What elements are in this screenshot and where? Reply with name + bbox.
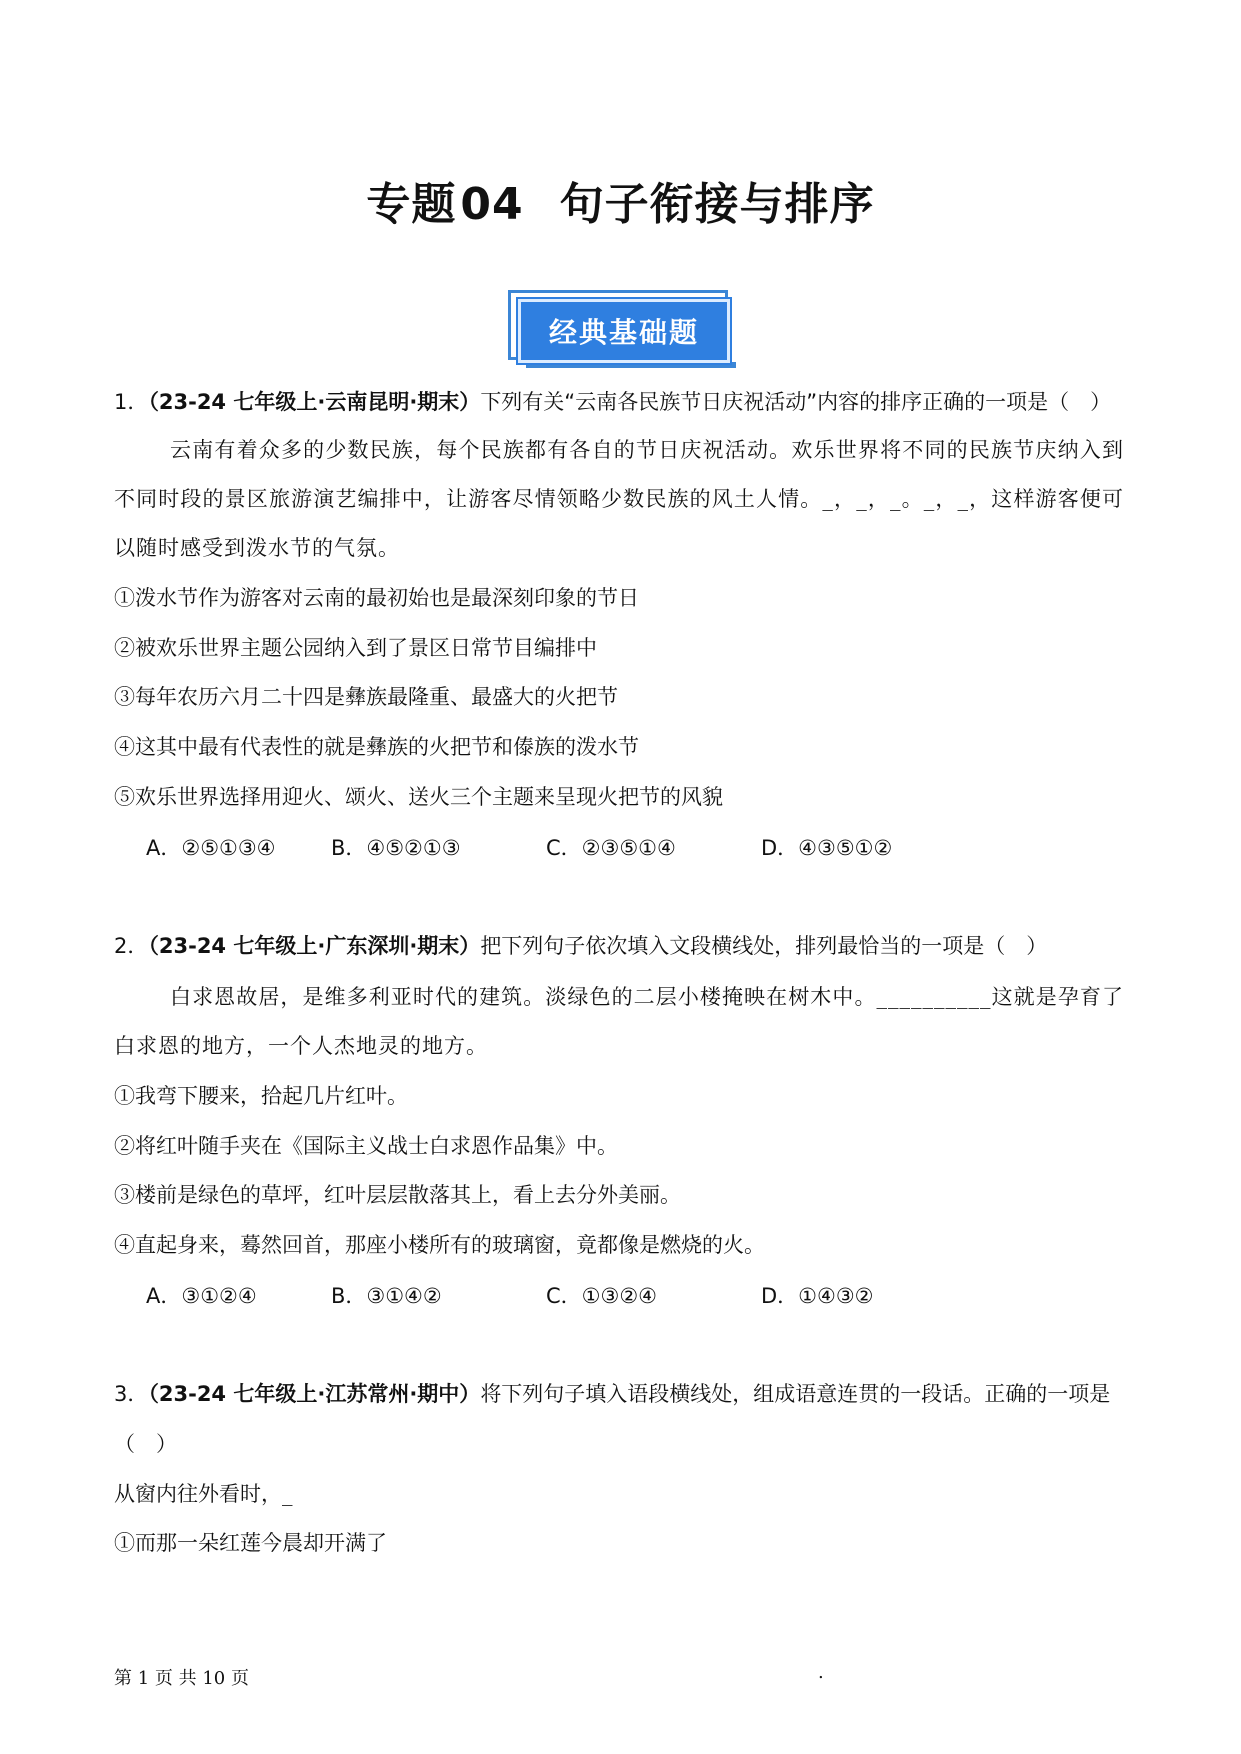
title-number: 04: [460, 179, 524, 230]
q1-item-2: ②被欢乐世界主题公园纳入到了景区日常节目编排中: [114, 636, 597, 660]
q2-item-4: ④直起身来，蓦然回首，那座小楼所有的玻璃窗，竟都像是燃烧的火。: [114, 1233, 765, 1257]
q1-passage: 云南有着众多的少数民族，每个民族都有各自的节日庆祝活动。欢乐世界将不同的民族节庆纳入到不同时段的景区旅游演艺编排中，让游客尽情领略少数民族的风土人情。_，_，_。_，_，这样游客便可以随时感受到泼水节的气氛。: [114, 438, 1124, 560]
q1-header: [114, 388, 1111, 416]
q3-stem-paren: （ ）: [114, 1432, 177, 1456]
q2-item-2: ②将红叶随手夹在《国际主义战士白求恩作品集》中。: [114, 1134, 618, 1158]
q2-number: 2．: [114, 934, 149, 958]
q2-stem: 把下列句子依次填入文段横线处，排列最恰当的一项是（ ）: [480, 934, 1048, 958]
q1-stem: 下列有关“云南各民族节日庆祝活动”内容的排序正确的一项是（ ）: [480, 390, 1112, 414]
q2-item-1: ①我弯下腰来，拾起几片红叶。: [114, 1084, 408, 1108]
footer-dot: .: [818, 1662, 824, 1683]
q1-choice-c: C．②③⑤①④: [546, 836, 676, 860]
q1-number: 1．: [114, 390, 149, 414]
q1-item-5: ⑤欢乐世界选择用迎火、颂火、送火三个主题来呈现火把节的风貌: [114, 785, 723, 809]
q2-choice-b: B．③①④②: [331, 1284, 442, 1308]
q1-item-3: ③每年农历六月二十四是彝族最隆重、最盛大的火把节: [114, 685, 618, 709]
q1-source: （23-24 七年级上·云南昆明·期末）: [148, 390, 481, 414]
q2-passage: 白求恩故居，是维多利亚时代的建筑。淡绿色的二层小楼掩映在树木中。__________这就是孕育了白求恩的地方，一个人杰地灵的地方。: [114, 985, 1124, 1058]
page-footer: 第 1 页 共 10 页: [114, 1668, 249, 1689]
q3-stem: 将下列句子填入语段横线处，组成语意连贯的一段话。正确的一项是: [480, 1382, 1111, 1406]
q1-choices: [146, 832, 892, 862]
q3-passage: 从窗内往外看时，_: [114, 1482, 293, 1506]
q1-choice-a: A．②⑤①③④: [146, 836, 276, 860]
title-prefix: 专题: [366, 179, 457, 230]
q2-choice-c: C．①③②④: [546, 1284, 657, 1308]
q3-item-1: ①而那一朵红莲今晨却开满了: [114, 1531, 387, 1555]
q2-choice-d: D．①④③②: [761, 1284, 874, 1308]
section-badge: [508, 290, 736, 370]
q2-source: （23-24 七年级上·广东深圳·期末）: [148, 934, 481, 958]
q2-item-3: ③楼前是绿色的草坪，红叶层层散落其上，看上去分外美丽。: [114, 1183, 681, 1207]
q3-number: 3．: [114, 1382, 149, 1406]
q2-choice-a: A．③①②④: [146, 1284, 257, 1308]
q2-choices: [146, 1280, 873, 1310]
q2-header: [114, 932, 1047, 960]
badge-label: 经典基础题: [518, 299, 730, 363]
q3-source: （23-24 七年级上·江苏常州·期中）: [148, 1382, 481, 1406]
q1-choice-b: B．④⑤②①③: [331, 836, 461, 860]
page-title: [0, 168, 1241, 232]
q1-item-4: ④这其中最有代表性的就是彝族的火把节和傣族的泼水节: [114, 735, 639, 759]
q1-choice-d: D．④③⑤①②: [761, 836, 893, 860]
title-text: 句子衔接与排序: [559, 179, 875, 230]
q1-item-1: ①泼水节作为游客对云南的最初始也是最深刻印象的节日: [114, 586, 639, 610]
q3-header: [114, 1380, 1110, 1408]
